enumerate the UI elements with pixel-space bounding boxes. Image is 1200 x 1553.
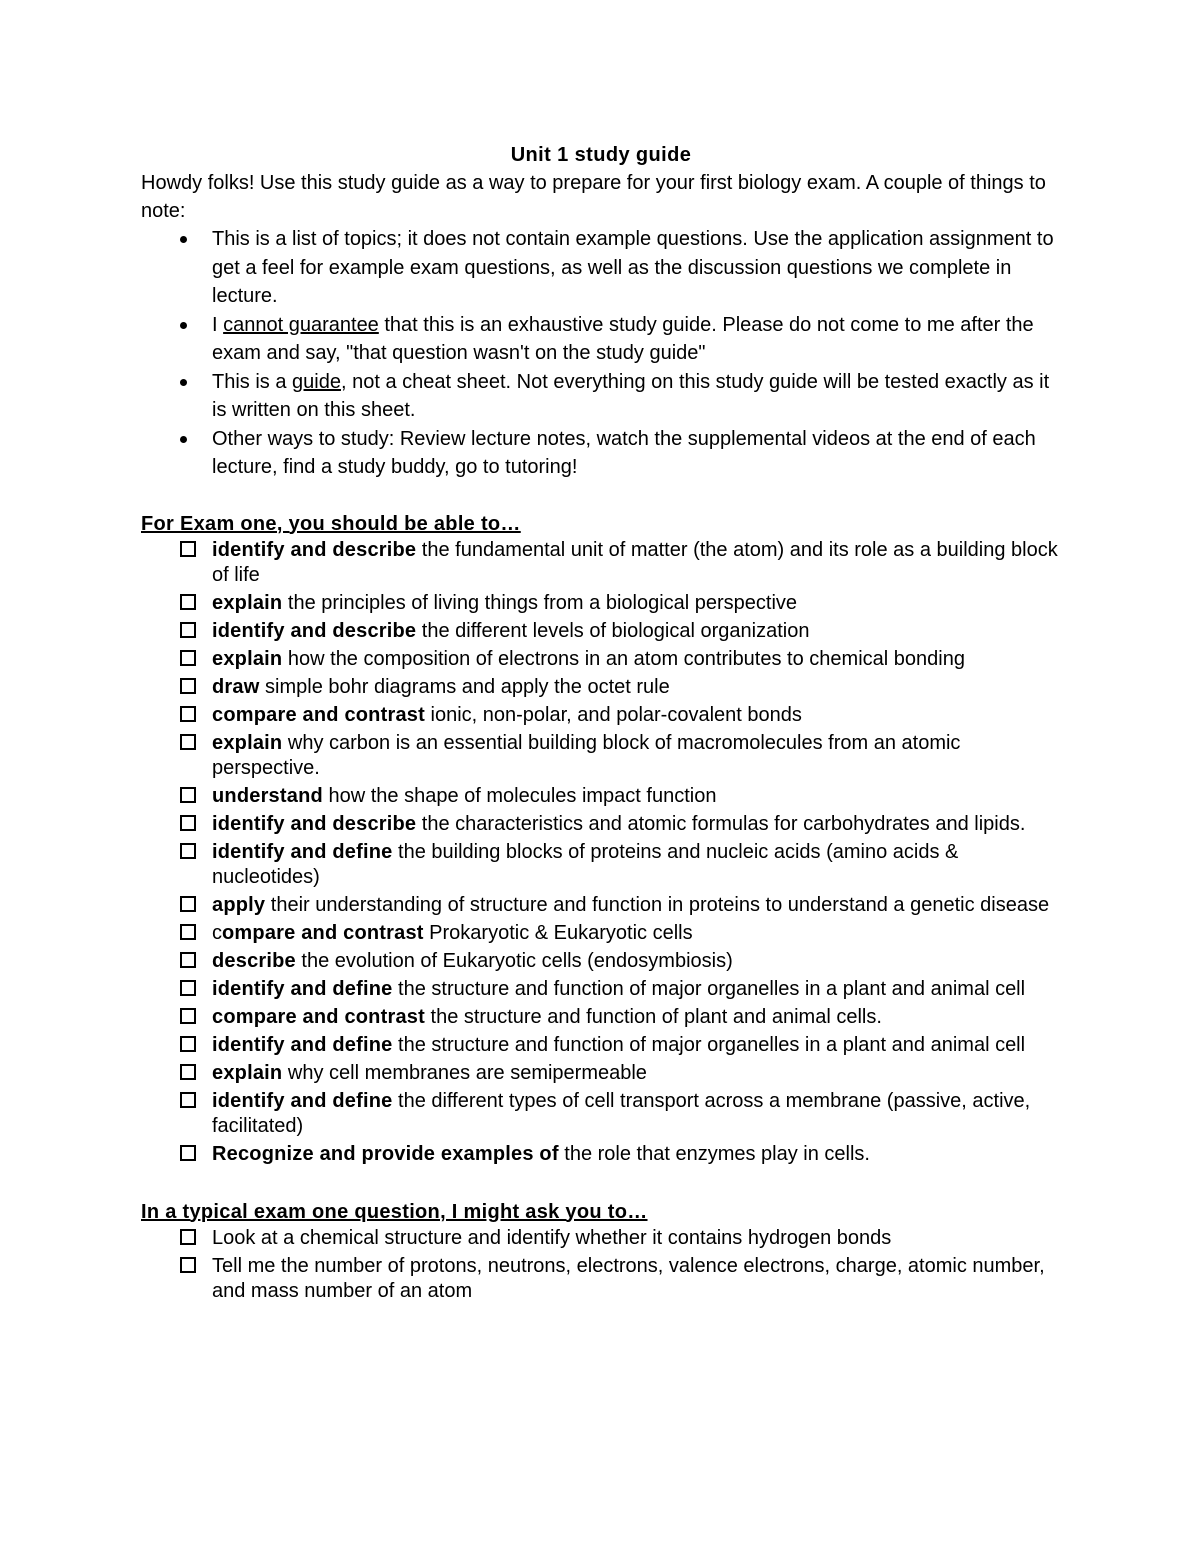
checkbox-icon[interactable] xyxy=(180,541,196,557)
item-action-verb: compare and contrast xyxy=(212,1005,425,1028)
item-action-verb: identify and define xyxy=(212,1089,393,1112)
item-action-verb: explain xyxy=(212,1061,283,1084)
intro-paragraph: Howdy folks! Use this study guide as a way to prepare for your first biology exam. A couple of things to note: xyxy=(141,172,1046,222)
checklist-item xyxy=(141,812,1061,837)
checkbox-icon[interactable] xyxy=(180,622,196,638)
bullet-text: Other ways to study: Review lecture notes, watch the supplemental videos at the end of each lecture, find a study buddy, go to tutoring! xyxy=(212,427,1036,478)
checklist-item xyxy=(141,893,1061,918)
item-text: how the shape of molecules impact function xyxy=(322,784,717,807)
item-action-verb: explain xyxy=(212,591,283,614)
checkbox-icon[interactable] xyxy=(180,1145,196,1161)
item-text: the evolution of Eukaryotic cells (endosymbiosis) xyxy=(295,949,733,972)
item-text: ionic, non-polar, and polar-covalent bonds xyxy=(424,703,802,726)
checklist-item xyxy=(141,1089,1061,1139)
questions-checklist xyxy=(141,1226,1061,1304)
item-text: the different types of cell transport across a membrane (passive, active, facilitated) xyxy=(212,1089,1031,1137)
section-heading-exam-objectives: For Exam one, you should be able to… xyxy=(141,512,521,535)
bullet-text: I xyxy=(212,313,224,336)
checkbox-icon[interactable] xyxy=(180,924,196,940)
checklist-item xyxy=(141,538,1061,588)
item-action-verb: Recognize and provide examples of xyxy=(212,1142,559,1165)
underlined-text: cannot guarantee xyxy=(223,313,379,336)
checklist-item xyxy=(141,703,1061,728)
item-action-verb: identify and define xyxy=(212,977,393,1000)
checklist-item xyxy=(141,731,1061,781)
bullet-dot-icon xyxy=(180,379,187,386)
bullet-item xyxy=(141,311,1061,368)
item-text: the characteristics and atomic formulas for carbohydrates and lipids. xyxy=(416,812,1026,835)
bullet-dot-icon xyxy=(180,322,187,329)
bullet-item xyxy=(141,368,1061,425)
checkbox-icon[interactable] xyxy=(180,1229,196,1245)
checkbox-icon[interactable] xyxy=(180,706,196,722)
checklist-item xyxy=(141,1033,1061,1058)
item-action-verb: compare and contrast xyxy=(212,703,425,726)
item-text: why carbon is an essential building block of macromolecules from an atomic perspective. xyxy=(212,731,961,779)
bullet-dot-icon xyxy=(180,436,187,443)
checklist-item xyxy=(141,619,1061,644)
bullet-item xyxy=(141,225,1061,311)
item-action-verb: identify and define xyxy=(212,840,393,863)
checkbox-icon[interactable] xyxy=(180,843,196,859)
item-action-verb: apply xyxy=(212,893,266,916)
checklist-item xyxy=(141,591,1061,616)
item-text: Prokaryotic & Eukaryotic cells xyxy=(423,921,693,944)
checkbox-icon[interactable] xyxy=(180,787,196,803)
checkbox-icon[interactable] xyxy=(180,678,196,694)
item-text: the building blocks of proteins and nucleic acids (amino acids & nucleotides) xyxy=(212,840,959,888)
checkbox-icon[interactable] xyxy=(180,1092,196,1108)
bullet-text: that this is an exhaustive study guide. Please do not come to me after the exam and say, "that question wasn't on the study guide" xyxy=(212,313,1034,364)
item-action-verb: identify and define xyxy=(212,1033,393,1056)
item-action-verb: ompare and contrast xyxy=(222,921,424,944)
checklist-item xyxy=(141,949,1061,974)
checkbox-icon[interactable] xyxy=(180,980,196,996)
spacer xyxy=(141,1170,1061,1198)
item-text: why cell membranes are semipermeable xyxy=(282,1061,647,1084)
item-lead-text: c xyxy=(212,921,222,944)
item-text: the principles of living things from a biological perspective xyxy=(282,591,798,614)
checkbox-icon[interactable] xyxy=(180,734,196,750)
spacer xyxy=(141,482,1061,510)
checklist-item xyxy=(141,1005,1061,1030)
bullet-dot-icon xyxy=(180,236,187,243)
checkbox-icon[interactable] xyxy=(180,650,196,666)
bullet-text: , not a cheat sheet. Not everything on this study guide will be tested exactly as it is written on this sheet. xyxy=(212,370,1050,421)
checkbox-icon[interactable] xyxy=(180,815,196,831)
item-action-verb: describe xyxy=(212,949,296,972)
objectives-checklist xyxy=(141,538,1061,1167)
item-action-verb: draw xyxy=(212,675,260,698)
checkbox-icon[interactable] xyxy=(180,1036,196,1052)
item-text: the role that enzymes play in cells. xyxy=(558,1142,870,1165)
item-text: Look at a chemical structure and identify whether it contains hydrogen bonds xyxy=(212,1226,892,1249)
item-text: the fundamental unit of matter (the atom) and its role as a building block of life xyxy=(212,538,1058,586)
item-action-verb: explain xyxy=(212,731,283,754)
checkbox-icon[interactable] xyxy=(180,1257,196,1273)
item-text: their understanding of structure and function in proteins to understand a genetic disease xyxy=(265,893,1050,916)
checklist-item xyxy=(141,675,1061,700)
document-content xyxy=(141,141,1061,1307)
item-action-verb: understand xyxy=(212,784,323,807)
page-title: Unit 1 study guide xyxy=(510,144,692,166)
checklist-item xyxy=(141,840,1061,890)
item-text: the structure and function of major organelles in a plant and animal cell xyxy=(392,1033,1026,1056)
checklist-item xyxy=(141,1254,1061,1304)
item-text: Tell me the number of protons, neutrons, electrons, valence electrons, charge, atomic number, and mass number of an atom xyxy=(212,1254,1045,1302)
checkbox-icon[interactable] xyxy=(180,1008,196,1024)
checklist-item xyxy=(141,647,1061,672)
checklist-item xyxy=(141,921,1061,946)
underlined-text: guide xyxy=(292,370,341,393)
checklist-item xyxy=(141,1226,1061,1251)
bullet-text: This is a list of topics; it does not contain example questions. Use the application assignment to get a feel for example exam questions, as well as the discussion questions we complete in lecture. xyxy=(212,228,1054,307)
item-text: the different levels of biological organization xyxy=(416,619,810,642)
checkbox-icon[interactable] xyxy=(180,896,196,912)
section-heading-exam-questions: In a typical exam one question, I might ask you to… xyxy=(141,1200,648,1223)
checkbox-icon[interactable] xyxy=(180,952,196,968)
checkbox-icon[interactable] xyxy=(180,594,196,610)
checkbox-icon[interactable] xyxy=(180,1064,196,1080)
bullet-text: This is a xyxy=(212,370,293,393)
item-text: the structure and function of plant and animal cells. xyxy=(424,1005,882,1028)
item-text: how the composition of electrons in an atom contributes to chemical bonding xyxy=(282,647,965,670)
item-action-verb: identify and describe xyxy=(212,538,417,561)
item-text: the structure and function of major organelles in a plant and animal cell xyxy=(392,977,1026,1000)
item-action-verb: explain xyxy=(212,647,283,670)
item-text: simple bohr diagrams and apply the octet rule xyxy=(259,675,670,698)
checklist-item xyxy=(141,1061,1061,1086)
item-action-verb: identify and describe xyxy=(212,812,417,835)
checklist-item xyxy=(141,1142,1061,1167)
bullet-item xyxy=(141,425,1061,482)
notes-bullet-list xyxy=(141,225,1061,482)
checklist-item xyxy=(141,977,1061,1002)
item-action-verb: identify and describe xyxy=(212,619,417,642)
checklist-item xyxy=(141,784,1061,809)
